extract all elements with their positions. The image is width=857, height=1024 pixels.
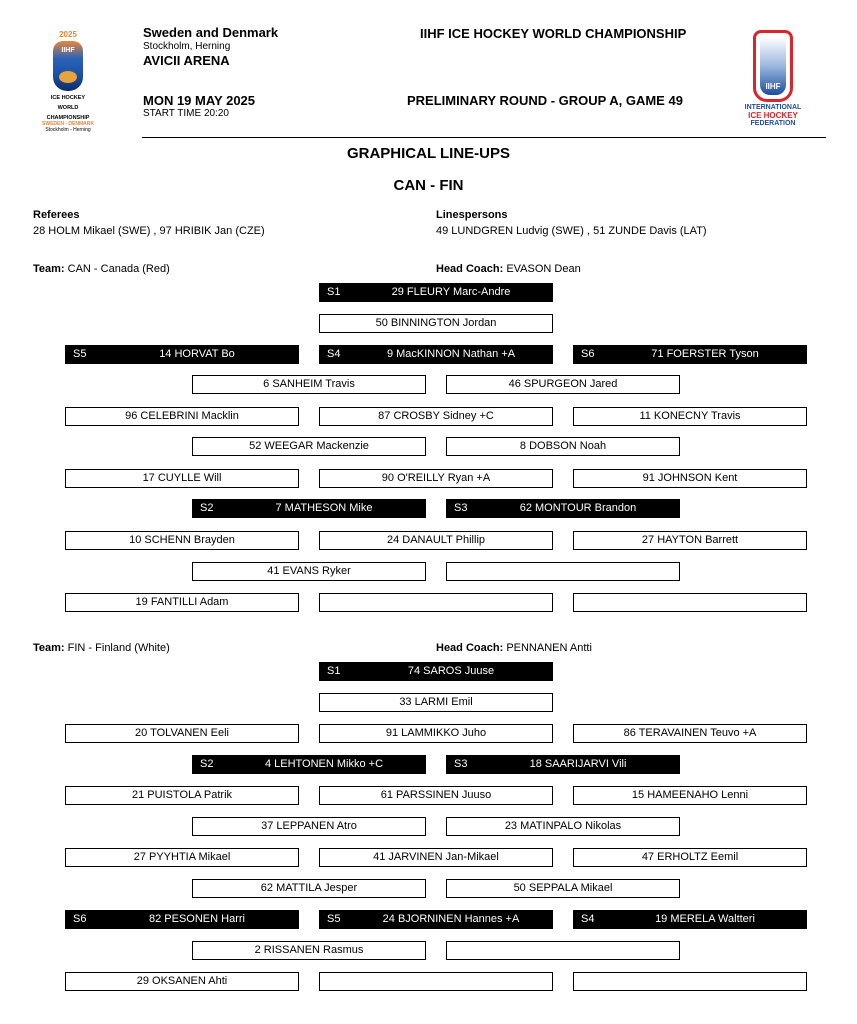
- logo-line3: CHAMPIONSHIP: [46, 115, 90, 121]
- fin-team-info: [33, 642, 170, 654]
- can-coach-info: [436, 263, 581, 275]
- fin-coach-info: [436, 642, 592, 654]
- player-name: 82 PESONEN Harri: [149, 913, 245, 925]
- fin-defense-4-left: [192, 941, 426, 960]
- championship-logo: [36, 30, 100, 134]
- linespersons-list: 49 LUNDGREN Ludvig (SWE) , 51 ZUNDE Davis (LAT): [436, 225, 707, 237]
- championship-shield-icon: [53, 41, 83, 91]
- fin-forward-4-right: [573, 972, 807, 991]
- fin-defense-2-left: [192, 817, 426, 836]
- fin-starter-s1: [319, 662, 553, 681]
- fin-team-label: Team:: [33, 642, 65, 654]
- can-defense-1-right: [446, 375, 680, 394]
- player-name: 20 TOLVANEN Eeli: [135, 727, 229, 739]
- logo-line4: SWEDEN - DENMARK: [42, 121, 94, 127]
- fin-team-name: FIN - Finland (White): [67, 642, 170, 654]
- fin-forward-3-right: [573, 848, 807, 867]
- player-name: 8 DOBSON Noah: [519, 440, 607, 452]
- player-name: 27 HAYTON Barrett: [641, 534, 739, 546]
- can-starter-s6: [573, 345, 807, 364]
- player-name: 17 CUYLLE Will: [142, 472, 222, 484]
- fin-backup-goalie: [319, 693, 553, 712]
- can-coach-label: Head Coach:: [436, 263, 504, 275]
- player-name: 29 OKSANEN Ahti: [136, 975, 228, 987]
- player-name: 62 MATTILA Jesper: [260, 882, 358, 894]
- role-label: S4: [581, 913, 595, 925]
- logo-line5: Stockholm - Herning: [45, 127, 91, 133]
- game-date: MON 19 MAY 2025: [143, 93, 256, 108]
- player-name: 62 MONTOUR Brandon: [519, 502, 637, 514]
- player-name: 2 RISSANEN Rasmus: [254, 944, 364, 956]
- role-label: S5: [73, 348, 87, 360]
- can-forward-4-center: [319, 593, 553, 612]
- can-coach-name: EVASON Dean: [506, 263, 581, 275]
- header-divider: [142, 137, 826, 138]
- fin-forward-1-left: [65, 724, 299, 743]
- can-defense-2-right: [446, 437, 680, 456]
- player-name: 24 BJORNINEN Hannes +A: [382, 913, 520, 925]
- can-starter-s3: [446, 499, 680, 518]
- player-name: 19 MERELA Waltteri: [655, 913, 755, 925]
- player-name: 6 SANHEIM Travis: [263, 378, 355, 390]
- player-name: 7 MATHESON Mike: [275, 502, 373, 514]
- referees-list: 28 HOLM Mikael (SWE) , 97 HRIBIK Jan (CZE): [33, 225, 265, 237]
- can-forward-1-left: [65, 407, 299, 426]
- role-label: S3: [454, 758, 468, 770]
- fin-forward-1-center: [319, 724, 553, 743]
- arena-name: AVICII ARENA: [143, 53, 230, 68]
- player-name: 23 MATINPALO Nikolas: [504, 820, 622, 832]
- can-forward-3-center: [319, 531, 553, 550]
- player-name: 50 BINNINGTON Jordan: [375, 317, 497, 329]
- player-name: 52 WEEGAR Mackenzie: [249, 440, 369, 452]
- iihf-mark: IIHF: [765, 82, 781, 91]
- player-name: 11 KONECNY Travis: [639, 410, 741, 422]
- iihf-line2: ICE HOCKEY: [748, 111, 798, 120]
- can-forward-3-right: [573, 531, 807, 550]
- player-name: 90 O'REILLY Ryan +A: [381, 472, 491, 484]
- player-name: 18 SAARIJARVI Vili: [529, 758, 627, 770]
- host-cities: Stockholm, Herning: [143, 41, 231, 52]
- fin-starter-s3: [446, 755, 680, 774]
- player-name: 14 HORVAT Bo: [159, 348, 235, 360]
- player-name: 50 SEPPALA Mikael: [513, 882, 613, 894]
- matchup: CAN - FIN: [393, 177, 464, 194]
- player-name: 10 SCHENN Brayden: [129, 534, 235, 546]
- role-label: S1: [327, 286, 341, 298]
- logo-line1: ICE HOCKEY: [50, 95, 86, 101]
- logo-mark: IIHF: [61, 47, 75, 54]
- fin-defense-2-right: [446, 817, 680, 836]
- player-name: 61 PARSSINEN Juuso: [380, 789, 492, 801]
- player-name: 86 TERAVAINEN Teuvo +A: [623, 727, 757, 739]
- can-starter-s4: [319, 345, 553, 364]
- player-name: 96 CELEBRINI Macklin: [125, 410, 239, 422]
- host-countries: Sweden and Denmark: [143, 25, 279, 40]
- role-label: S5: [327, 913, 341, 925]
- can-starter-s1: [319, 283, 553, 302]
- fin-forward-2-right: [573, 786, 807, 805]
- fin-defense-3-right: [446, 879, 680, 898]
- linespersons-label: Linespersons: [436, 209, 508, 221]
- player-name: 15 HAMEENAHO Lenni: [631, 789, 749, 801]
- referees-label: Referees: [33, 209, 80, 221]
- player-name: 27 PYYHTIA Mikael: [133, 851, 231, 863]
- player-name: 19 FANTILLI Adam: [135, 596, 229, 608]
- fin-defense-4-right: [446, 941, 680, 960]
- player-name: 74 SAROS Juuse: [407, 665, 495, 677]
- round-info: PRELIMINARY ROUND - GROUP A, GAME 49: [407, 93, 683, 108]
- can-forward-2-center: [319, 469, 553, 488]
- role-label: S2: [200, 758, 214, 770]
- player-name: 24 DANAULT Phillip: [386, 534, 486, 546]
- can-team-name: CAN - Canada (Red): [67, 263, 170, 275]
- iihf-shield-icon: [753, 30, 793, 102]
- can-forward-4-right: [573, 593, 807, 612]
- role-label: S2: [200, 502, 214, 514]
- player-name: 91 LAMMIKKO Juho: [385, 727, 487, 739]
- player-name: 91 JOHNSON Kent: [642, 472, 738, 484]
- can-defense-4-left: [192, 562, 426, 581]
- player-name: 37 LEPPANEN Atro: [261, 820, 357, 832]
- fin-coach-label: Head Coach:: [436, 642, 504, 654]
- player-name: 4 LEHTONEN Mikko +C: [264, 758, 384, 770]
- player-name: 41 EVANS Ryker: [267, 565, 351, 577]
- can-defense-1-left: [192, 375, 426, 394]
- player-name: 33 LARMI Emil: [399, 696, 473, 708]
- fin-defense-3-left: [192, 879, 426, 898]
- can-defense-2-left: [192, 437, 426, 456]
- can-defense-4-right: [446, 562, 680, 581]
- can-backup-goalie: [319, 314, 553, 333]
- role-label: S4: [327, 348, 341, 360]
- player-name: 87 CROSBY Sidney +C: [378, 410, 494, 422]
- page-title: GRAPHICAL LINE-UPS: [346, 145, 511, 162]
- fin-forward-2-center: [319, 786, 553, 805]
- start-time: START TIME 20:20: [143, 108, 229, 119]
- iihf-line3: FEDERATION: [750, 120, 796, 127]
- iihf-logo: [734, 30, 812, 136]
- fin-starter-s4: [573, 910, 807, 929]
- fin-starter-s5: [319, 910, 553, 929]
- can-starter-s2: [192, 499, 426, 518]
- role-label: S3: [454, 502, 468, 514]
- role-label: S1: [327, 665, 341, 677]
- can-forward-3-left: [65, 531, 299, 550]
- can-forward-2-right: [573, 469, 807, 488]
- can-team-info: [33, 263, 170, 275]
- event-name: IIHF ICE HOCKEY WORLD CHAMPIONSHIP: [420, 26, 687, 41]
- can-forward-1-right: [573, 407, 807, 426]
- logo-line2: WORLD: [57, 105, 79, 111]
- player-name: 46 SPURGEON Jared: [508, 378, 618, 390]
- fin-forward-3-center: [319, 848, 553, 867]
- fin-forward-1-right: [573, 724, 807, 743]
- can-starter-s5: [65, 345, 299, 364]
- player-name: 47 ERHOLTZ Eemil: [641, 851, 739, 863]
- player-name: 21 PUISTOLA Patrik: [131, 789, 233, 801]
- fin-starter-s6: [65, 910, 299, 929]
- fin-forward-3-left: [65, 848, 299, 867]
- player-name: 41 JARVINEN Jan-Mikael: [373, 851, 499, 863]
- fin-forward-4-left: [65, 972, 299, 991]
- iihf-line1: INTERNATIONAL: [744, 104, 802, 111]
- fin-starter-s2: [192, 755, 426, 774]
- fin-forward-4-center: [319, 972, 553, 991]
- can-forward-1-center: [319, 407, 553, 426]
- fin-forward-2-left: [65, 786, 299, 805]
- player-name: 29 FLEURY Marc-Andre: [391, 286, 511, 298]
- can-forward-4-left: [65, 593, 299, 612]
- can-team-label: Team:: [33, 263, 65, 275]
- logo-year: 2025: [59, 30, 77, 39]
- fin-coach-name: PENNANEN Antti: [506, 642, 592, 654]
- player-name: 71 FOERSTER Tyson: [651, 348, 759, 360]
- role-label: S6: [581, 348, 595, 360]
- role-label: S6: [73, 913, 87, 925]
- player-name: 9 MacKINNON Nathan +A: [386, 348, 516, 360]
- can-forward-2-left: [65, 469, 299, 488]
